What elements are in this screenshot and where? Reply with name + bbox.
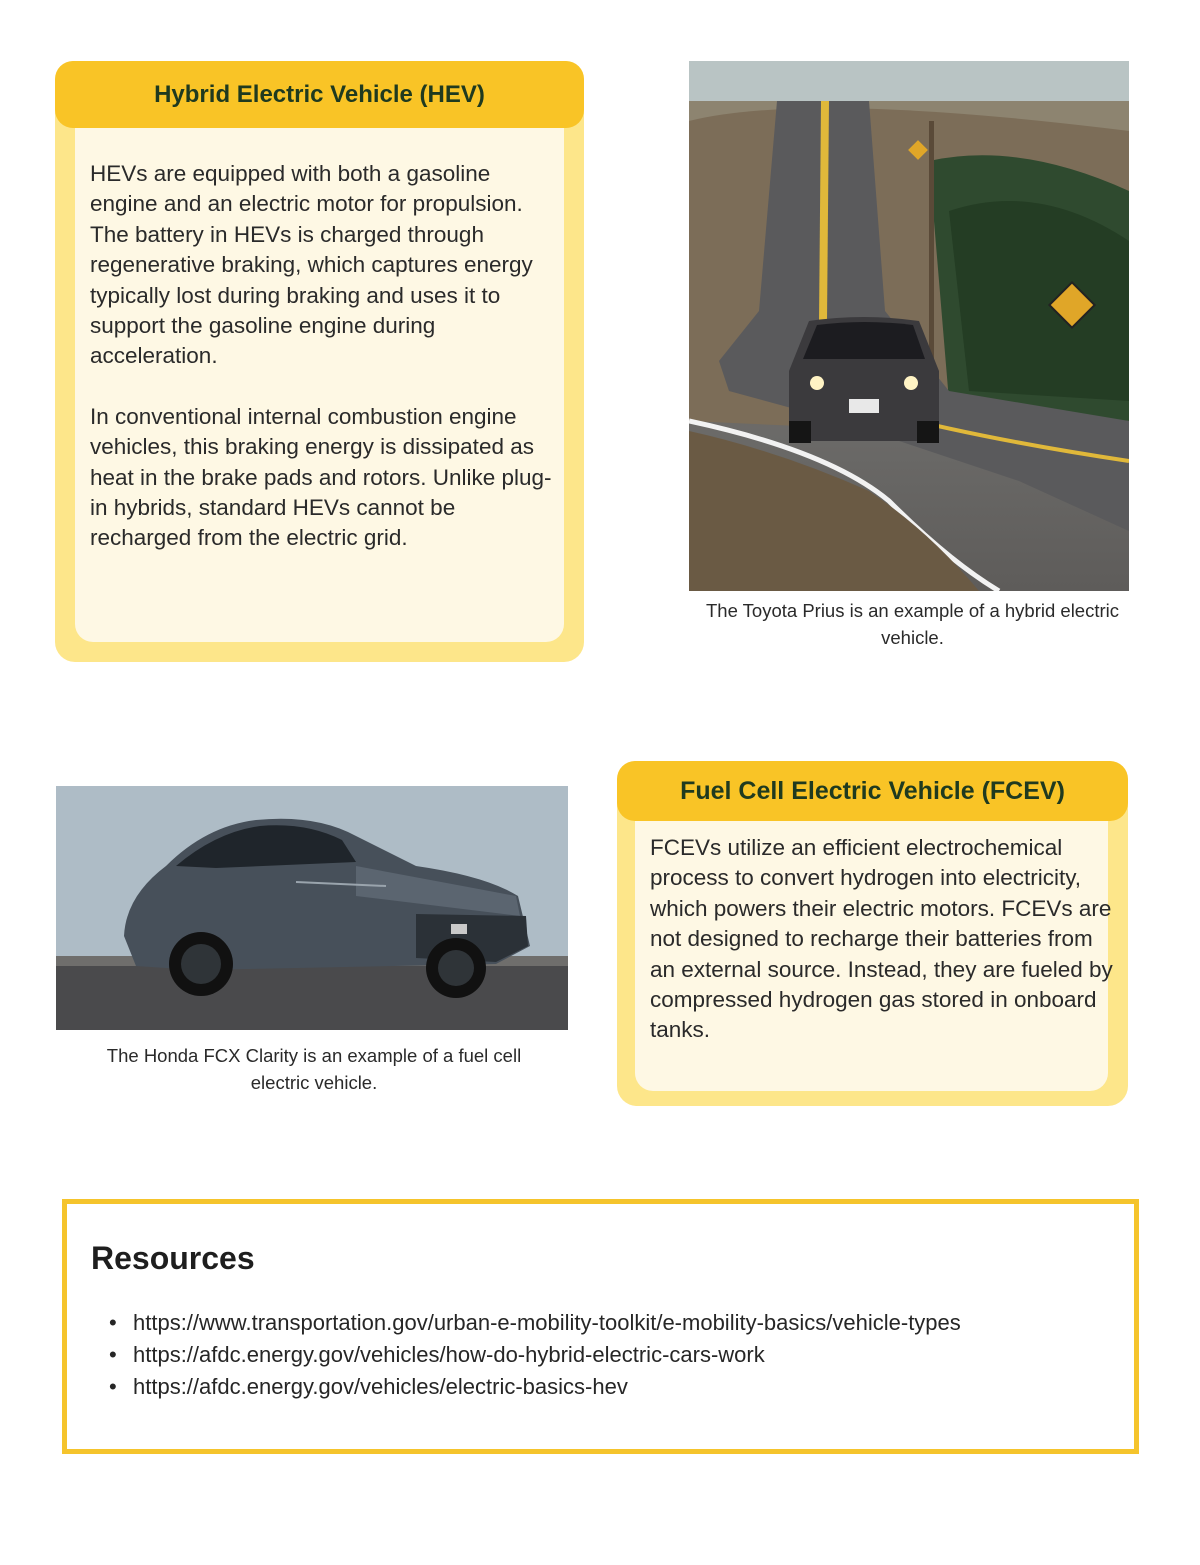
road-scene-illustration — [689, 61, 1129, 591]
resources-box — [62, 1199, 1139, 1454]
toyota-prius-photo — [689, 61, 1129, 591]
toyota-prius-caption: The Toyota Prius is an example of a hybrid electric vehicle. — [705, 600, 1120, 648]
car-illustration — [56, 786, 568, 1030]
fcev-card-title: Fuel Cell Electric Vehicle (FCEV) — [617, 761, 1128, 821]
resource-link[interactable]: • https://www.transportation.gov/urban-e-mobility-toolkit/e-mobility-basics/vehicle-types — [109, 1307, 961, 1339]
fcev-paragraph-1: FCEVs utilize an efficient electrochemical process to convert hydrogen into electricity, which powers their electric motors. FCEVs are not designed to recharge their batteries from an external source. Instead, they are fueled by compressed hydrogen gas stored in onboard tanks. — [650, 835, 1113, 1043]
hev-paragraph-1: HEVs are equipped with both a gasoline engine and an electric motor for propulsion. The battery in HEVs is charged through regenerative braking, which captures energy typically lost during braking and uses it to support the gasoline engine during acceleration. — [90, 161, 533, 369]
resources-list — [109, 1307, 961, 1403]
fcev-card — [617, 761, 1128, 1106]
hev-card-title: Hybrid Electric Vehicle (HEV) — [55, 61, 584, 128]
honda-fcx-clarity-caption: The Honda FCX Clarity is an example of a fuel cell electric vehicle. — [106, 1045, 522, 1093]
resource-link[interactable]: • https://afdc.energy.gov/vehicles/how-do-hybrid-electric-cars-work — [109, 1339, 961, 1371]
fcev-card-text — [650, 833, 1120, 1046]
resource-link[interactable]: • https://afdc.energy.gov/vehicles/electric-basics-hev — [109, 1371, 961, 1403]
honda-fcx-clarity-photo — [56, 786, 568, 1030]
hev-paragraph-2: In conventional internal combustion engine vehicles, this braking energy is dissipated as heat in the brake pads and rotors. Unlike plug-in hybrids, standard HEVs cannot be recharged from the electric grid. — [90, 403, 552, 551]
hev-card — [55, 61, 584, 662]
hev-card-text — [90, 159, 560, 554]
resources-title: Resources — [91, 1240, 255, 1276]
